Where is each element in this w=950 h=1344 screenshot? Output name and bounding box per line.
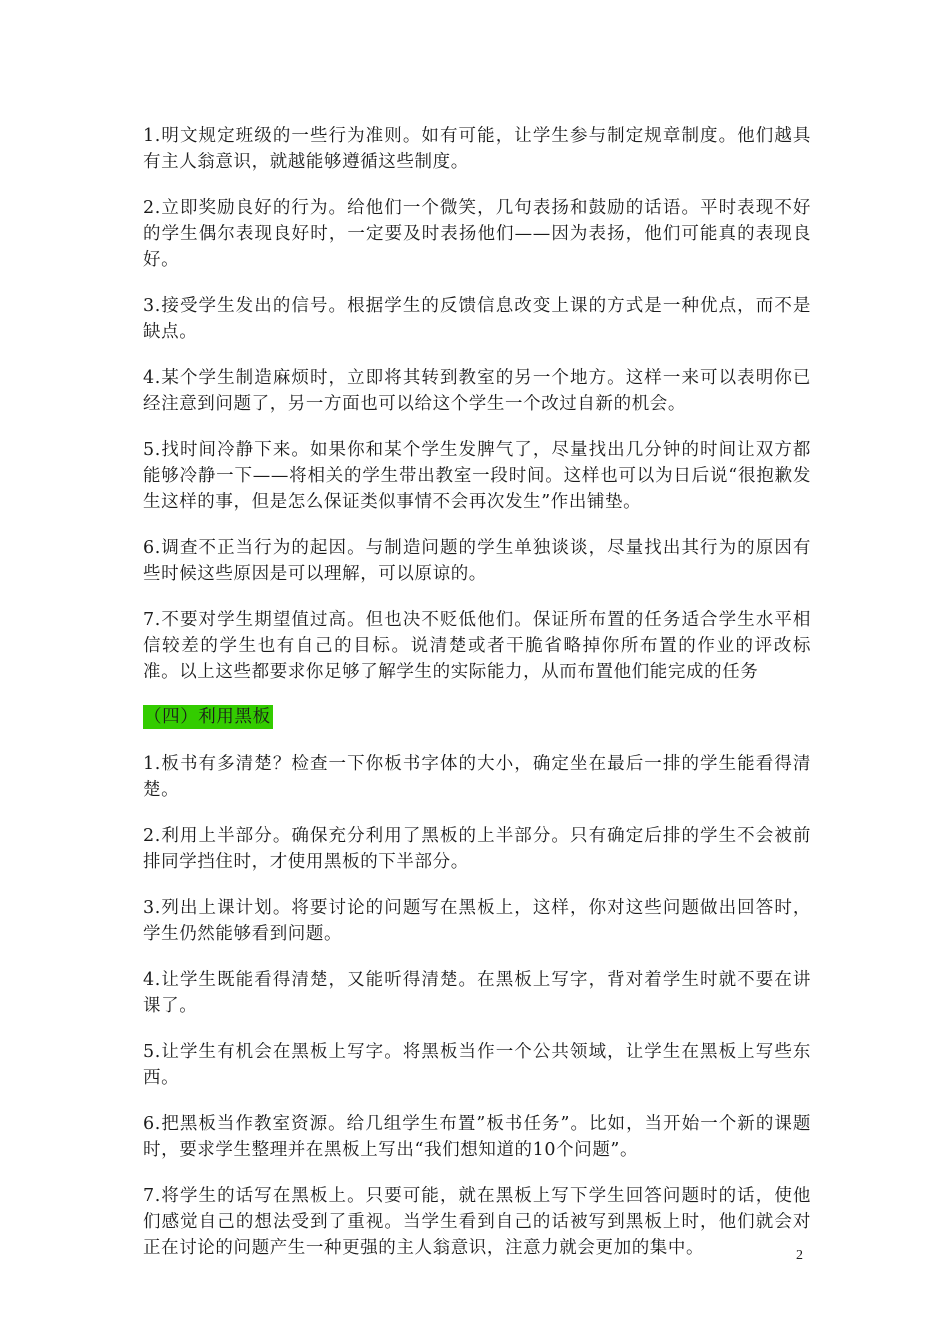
list-item: 6.把黑板当作教室资源。给几组学生布置”板书任务”。比如，当开始一个新的课题时，要求学生整理并在黑板上写出“我们想知道的10个问题”。 [143, 1114, 811, 1160]
list-item: 1.板书有多清楚？检查一下你板书字体的大小，确定坐在最后一排的学生能看得清楚。 [143, 754, 811, 800]
list-item: 5.找时间冷静下来。如果你和某个学生发脾气了，尽量找出几分钟的时间让双方都能够冷静一下——将相关的学生带出教室一段时间。这样也可以为日后说“很抱歉发生这样的事，但是怎么保证类似事情不会再次发生”作出铺垫。 [143, 440, 811, 512]
list-item: 2.立即奖励良好的行为。给他们一个微笑，几句表扬和鼓励的话语。平时表现不好的学生偶尔表现良好时，一定要及时表扬他们——因为表扬，他们可能真的表现良好。 [143, 198, 811, 270]
list-item: 5.让学生有机会在黑板上写字。将黑板当作一个公共领域，让学生在黑板上写些东西。 [143, 1042, 811, 1088]
list-item: 3.接受学生发出的信号。根据学生的反馈信息改变上课的方式是一种优点，而不是缺点。 [143, 296, 811, 342]
list-item: 3.列出上课计划。将要讨论的问题写在黑板上，这样，你对这些问题做出回答时，学生仍然能够看到问题。 [143, 898, 811, 944]
document-body [143, 123, 811, 1281]
list-item: 4.让学生既能看得清楚，又能听得清楚。在黑板上写字，背对着学生时就不要在讲课了。 [143, 970, 811, 1016]
section-heading: （四）利用黑板 [144, 707, 271, 727]
page-number: 2 [796, 1248, 803, 1263]
section-heading-row [143, 705, 811, 731]
list-item: 6.调查不正当行为的起因。与制造问题的学生单独谈谈，尽量找出其行为的原因有些时候这些原因是可以理解，可以原谅的。 [143, 538, 811, 584]
list-item: 7.不要对学生期望值过高。但也决不贬低他们。保证所布置的任务适合学生水平相信较差的学生也有自己的目标。说清楚或者干脆省略掉你所布置的作业的评改标准。以上这些都要求你足够了解学生的实际能力，从而布置他们能完成的任务 [143, 610, 811, 682]
list-item: 4.某个学生制造麻烦时，立即将其转到教室的另一个地方。这样一来可以表明你已经注意到问题了，另一方面也可以给这个学生一个改过自新的机会。 [143, 368, 811, 414]
list-item: 1.明文规定班级的一些行为准则。如有可能，让学生参与制定规章制度。他们越具有主人翁意识，就越能够遵循这些制度。 [143, 126, 811, 172]
list-item: 7.将学生的话写在黑板上。只要可能，就在黑板上写下学生回答问题时的话，使他们感觉自己的想法受到了重视。当学生看到自己的话被写到黑板上时，他们就会对正在讨论的问题产生一种更强的主人翁意识，注意力就会更加的集中。 [143, 1186, 811, 1258]
list-item: 2.利用上半部分。确保充分利用了黑板的上半部分。只有确定后排的学生不会被前排同学挡住时，才使用黑板的下半部分。 [143, 826, 811, 872]
